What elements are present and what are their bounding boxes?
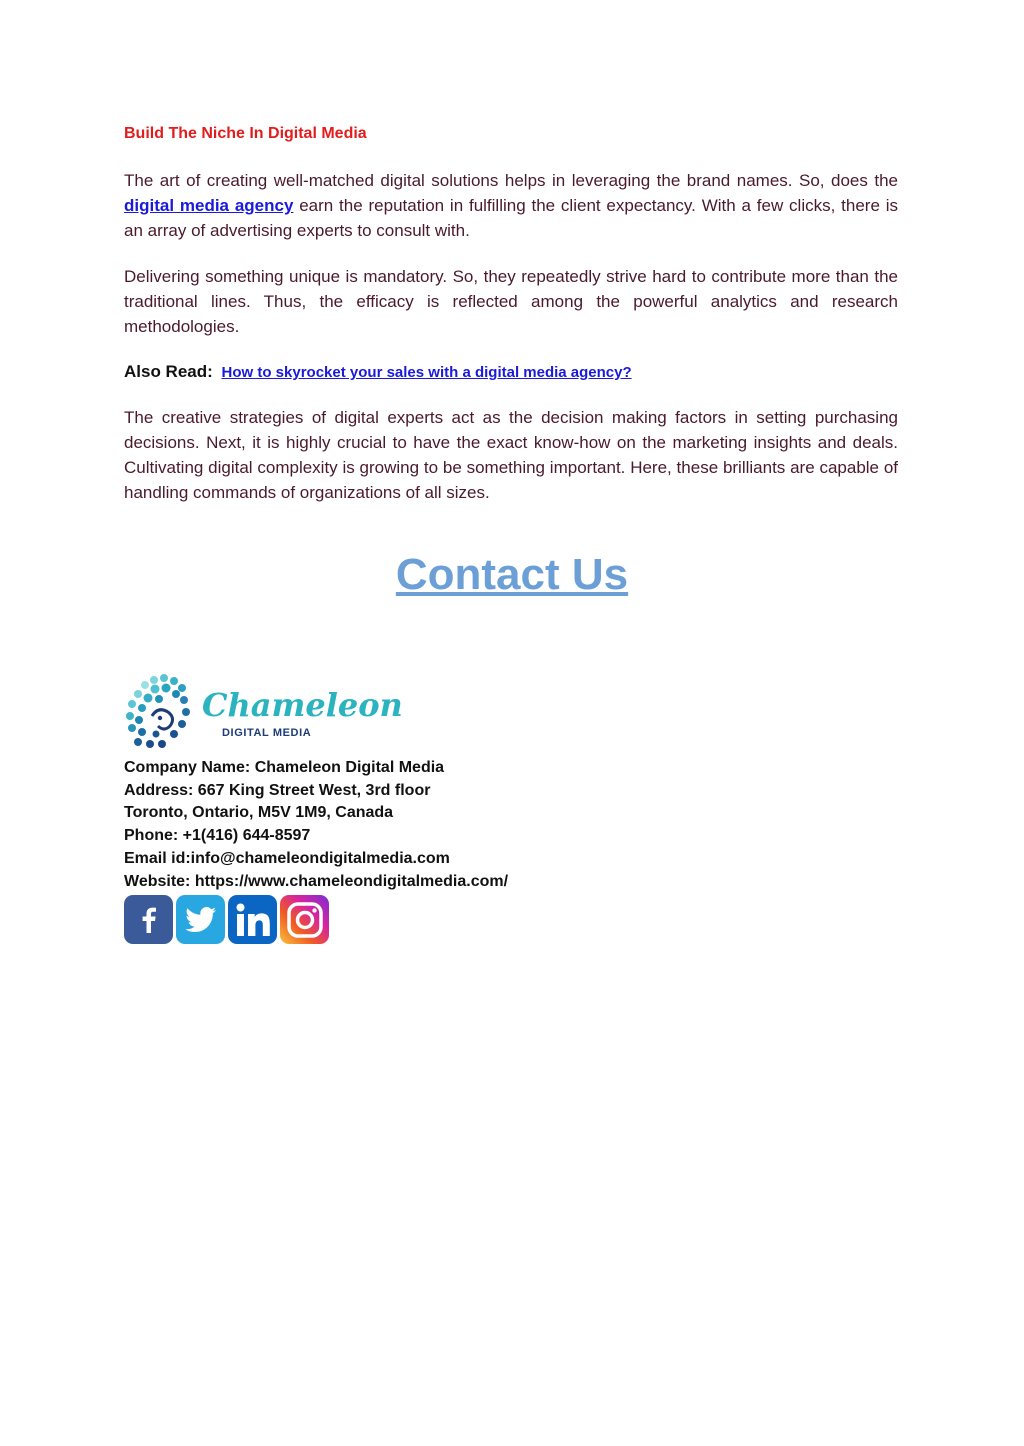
logo-subtitle: DIGITAL MEDIA xyxy=(222,727,312,739)
contact-us-link[interactable]: Contact Us xyxy=(395,550,629,599)
also-read-link[interactable]: How to skyrocket your sales with a digital media agency? xyxy=(221,364,632,381)
article-heading: Build The Niche In Digital Media xyxy=(124,125,367,142)
twitter-icon[interactable] xyxy=(176,895,225,944)
logo-wordmark: Chameleon xyxy=(202,686,403,724)
company-city: Toronto, Ontario, M5V 1M9, Canada xyxy=(124,804,394,822)
company-info xyxy=(124,757,508,893)
paragraph-unique: Delivering something unique is mandatory. So, they repeatedly strive hard to contribute more than the traditional lines. Thus, the efficacy is reflected among the powerful analytics and research methodologies. xyxy=(124,267,898,336)
digital-media-agency-link[interactable]: digital media agency xyxy=(124,196,294,215)
paragraph-intro xyxy=(124,168,898,243)
linkedin-icon[interactable] xyxy=(228,895,277,944)
company-phone: Phone: +1(416) 644-8597 xyxy=(124,827,311,845)
chameleon-logo xyxy=(124,672,403,752)
paragraph-intro-start: The art of creating well-matched digital solutions helps in leveraging the brand names. So, does the xyxy=(124,171,898,190)
company-address: Address: 667 King Street West, 3rd floor xyxy=(124,781,431,799)
also-read-label: Also Read: xyxy=(124,362,213,381)
company-name: Company Name: Chameleon Digital Media xyxy=(124,759,445,776)
social-icons xyxy=(124,895,329,944)
paragraph-intro-end: earn the reputation in fulfilling the client expectancy. With a few clicks, there is an array of advertising experts to consult with. xyxy=(124,196,898,240)
contact-us-block xyxy=(0,550,1024,600)
chameleon-mark-icon xyxy=(126,674,190,748)
company-website: Website: https://www.chameleondigitalmedia.com/ xyxy=(124,872,509,890)
paragraph-strategies: The creative strategies of digital experts act as the decision making factors in setting purchasing decisions. Next, it is highly crucial to have the exact know-how on the marketing insights and deals. Cultivating digital complexity is growing to be something important. Here, these brilliants are capable of handling commands of organizations of all sizes. xyxy=(124,408,898,502)
company-email: Email id:info@chameleondigitalmedia.com xyxy=(124,849,450,867)
instagram-icon[interactable] xyxy=(280,895,329,944)
facebook-icon[interactable] xyxy=(124,895,173,944)
also-read xyxy=(124,360,632,385)
